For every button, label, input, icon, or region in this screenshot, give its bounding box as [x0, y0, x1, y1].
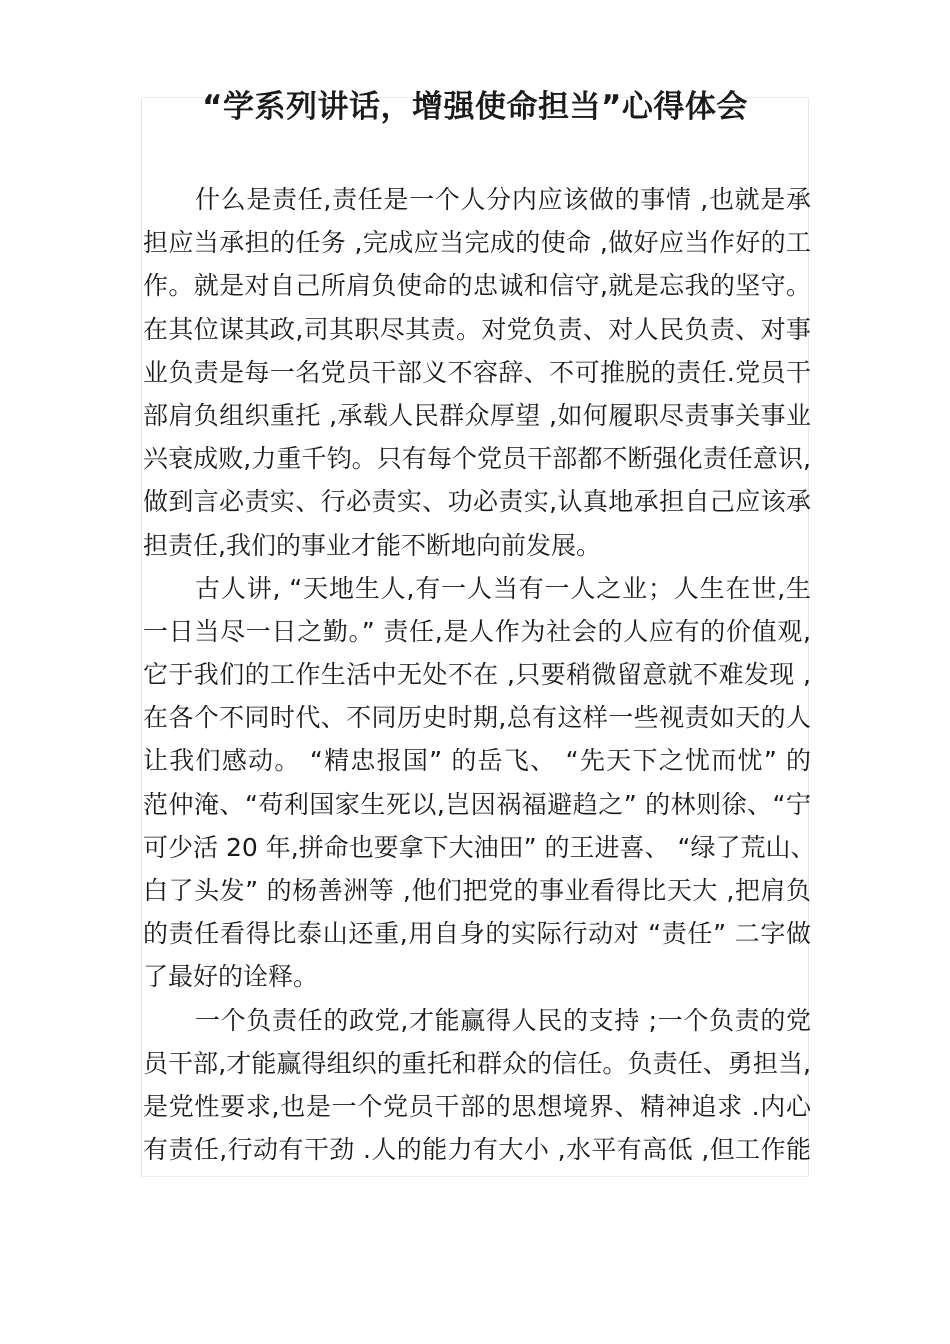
paragraph-1-line-5: 业负责是每一名党员干部义不容辞、不可推脱的责任.党员干 [143, 357, 811, 387]
paragraph-2-line-1: 古人讲, “天地生人,有一人当有一人之业；人生在世,生 [195, 573, 811, 603]
paragraph-1-line-8: 做到言必责实、行必责实、功必责实,认真地承担自己应该承 [143, 487, 811, 517]
paragraph-1-line-7: 兴衰成败,力重千钧。只有每个党员干部都不断强化责任意识, [143, 444, 811, 474]
paragraph-3-line-4: 有责任,行动有干劲 .人的能力有大小 ,水平有高低 ,但工作能 [143, 1135, 811, 1165]
paragraph-1-line-6: 部肩负组织重托 ,承载人民群众厚望 ,如何履职尽责事关事业 [143, 400, 811, 430]
paragraph-3-line-2: 员干部,才能赢得组织的重托和群众的信任。负责任、勇担当, [143, 1048, 811, 1078]
paragraph-2-line-4: 在各个不同时代、不同历史时期,总有这样一些视责如天的人 [143, 703, 811, 733]
paragraph-2-line-10: 了最好的诠释。 [143, 962, 319, 992]
content-frame-bottom-border [141, 1176, 809, 1177]
paragraph-2-line-3: 它于我们的工作生活中无处不在 ,只要稍微留意就不难发现 , [143, 660, 811, 690]
content-frame-left-border [141, 97, 142, 1177]
paragraph-1-line-1: 什么是责任,责任是一个人分内应该做的事情 ,也就是承 [195, 185, 811, 214]
paragraph-1-line-9: 担责任,我们的事业才能不断地向前发展。 [143, 530, 601, 560]
paragraph-2-line-5: 让我们感动。 “精忠报国” 的岳飞、 “先天下之忧而忧” 的 [143, 746, 811, 776]
paragraph-1-line-3: 作。就是对自己所肩负使命的忠诚和信守,就是忘我的坚守。 [143, 271, 811, 301]
paragraph-3-line-1: 一个负责任的政党,才能赢得人民的支持 ;一个负责的党 [195, 1005, 811, 1035]
paragraph-1-line-4: 在其位谋其政,司其职尽其责。对党负责、对人民负责、对事 [143, 314, 811, 344]
paragraph-2-line-6: 范仲淹、“苟利国家生死以,岂因祸福避趋之” 的林则徐、“宁 [143, 789, 811, 819]
paragraph-2-line-9: 的责任看得比泰山还重,用自身的实际行动对 “责任” 二字做 [143, 919, 811, 949]
paragraph-3-line-3: 是党性要求,也是一个党员干部的思想境界、精神追求 .内心 [143, 1091, 811, 1121]
document-body [143, 178, 816, 1171]
paragraph-2-line-2: 一日当尽一日之勤。” 责任,是人作为社会的人应有的价值观, [143, 616, 811, 646]
paragraph-1-line-2: 担应当承担的任务 ,完成应当完成的使命 ,做好应当作好的工 [143, 228, 811, 258]
paragraph-2-line-8: 白了头发” 的杨善洲等 ,他们把党的事业看得比天大 ,把肩负 [143, 876, 811, 905]
document-title: “学系列讲话，增强使命担当”心得体会 [202, 89, 748, 125]
paragraph-2-line-7: 可少活 20 年,拼命也要拿下大油田” 的王进喜、 “绿了荒山、 [143, 832, 816, 862]
